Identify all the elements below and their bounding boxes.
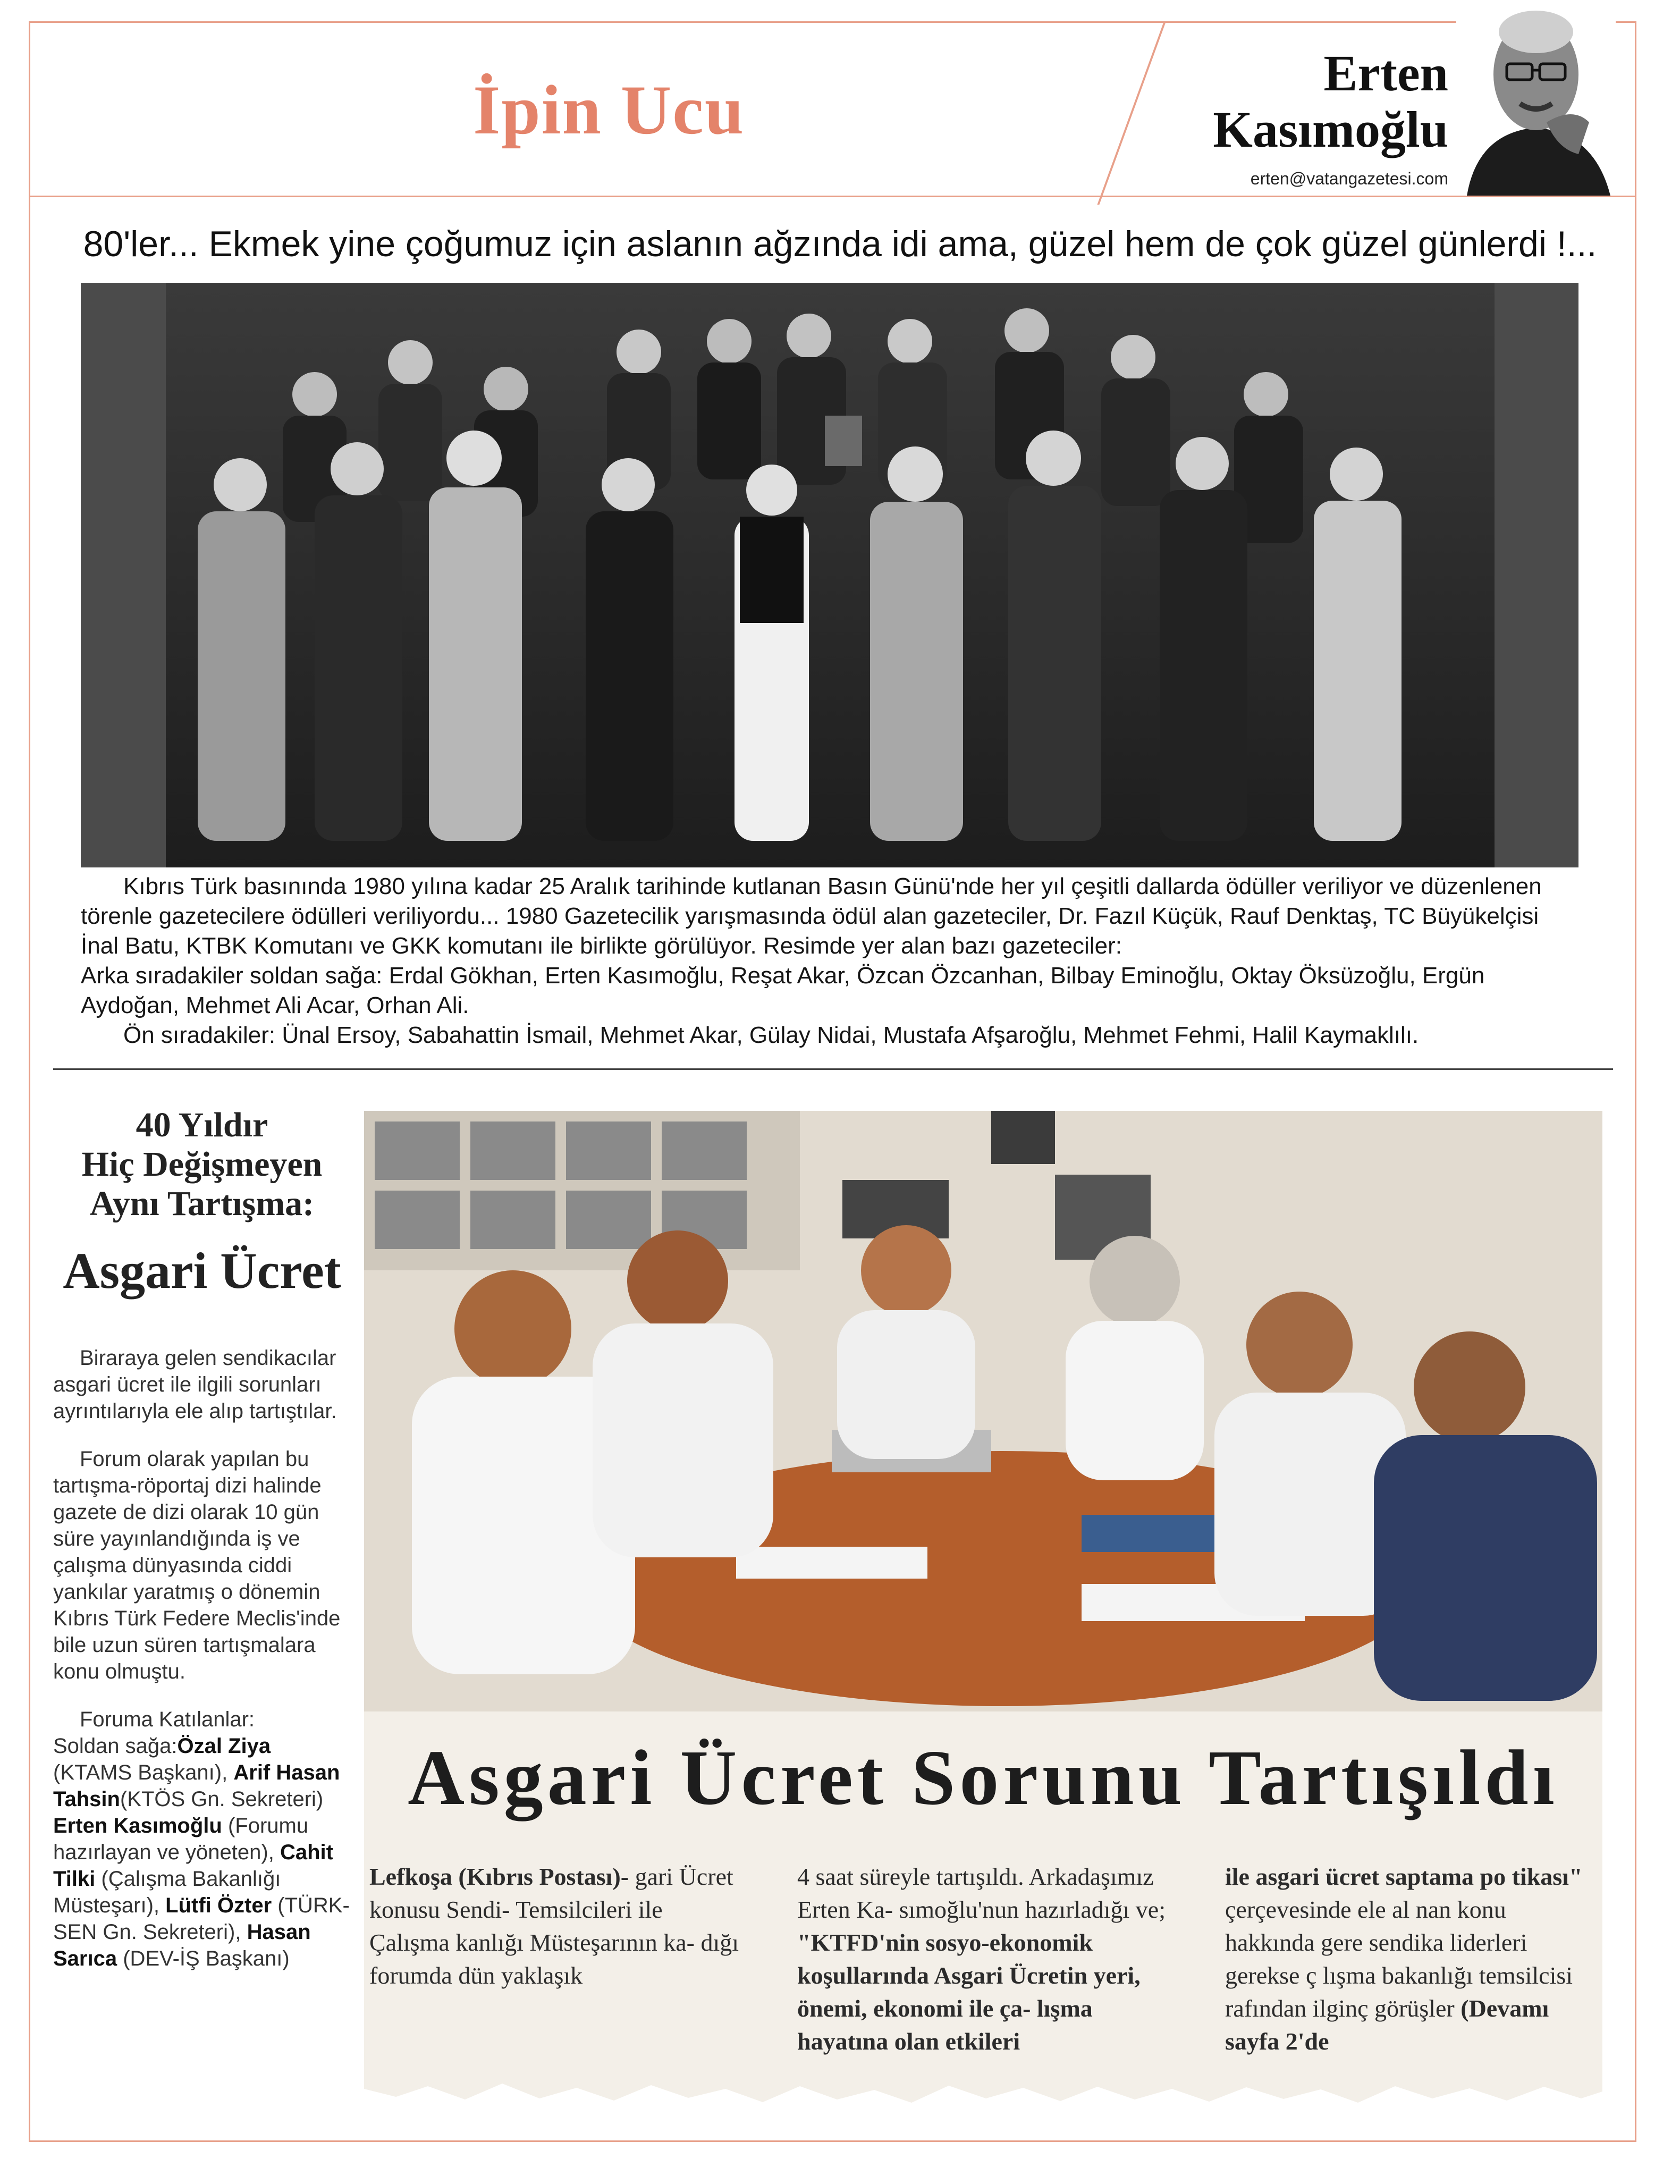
- participant-4-role: (Çalışma Bakanlığı Müsteşarı),: [53, 1867, 281, 1917]
- author-email: erten@vatangazetesi.com: [1250, 169, 1448, 188]
- sidebar-title-line-3: Aynı Tartışma:: [89, 1184, 315, 1223]
- clipping-col3-text: çerçevesinde ele al nan konu hakkında gere sendika liderleri gerekse ç lışma bakanlığı temsilcisi rafından ilginç görüşler: [1225, 1896, 1573, 2022]
- participant-4-name: Cahit Tilki: [53, 1841, 333, 1891]
- clipping-column-3: [1225, 1860, 1597, 2058]
- group-photo-image: [81, 283, 1578, 867]
- participant-6-name: Hasan Sarıca: [53, 1920, 311, 1970]
- caption-intro: Kıbrıs Türk basınında 1980 yılına kadar 25 Aralık tarihinde kutlanan Basın Günü'nde her yıl çeşitli dallarda ödüller veriliyor ve düzenlenen törenle gazetecilere ödülleri veriliyordu... 1980 Gazetecilik yarışmasında ödül alan gazeteciler, Dr. Fazıl Küçük, Rauf Denktaş, TC Büyükelçisi İnal Batu, KTBK Komutanı ve GKK komutanı ile birlikte görülüyor. Resimde yer alan bazı gazeteciler:: [81, 873, 1542, 959]
- clipping-headline: Asgari Ücret Sorunu Tartışıldı: [408, 1734, 1559, 1822]
- clipping-column-2: [797, 1860, 1169, 2058]
- forum-meeting-photo: [364, 1111, 1602, 1711]
- clipping-column-1: [369, 1860, 741, 1992]
- forum-photo-image: [364, 1111, 1602, 1711]
- clipping-col1-text: gari Ücret konusu Sendi- Temsilcileri ile Çalışma kanlığı Müsteşarının ka- dığı forumda dün yaklaşık: [369, 1863, 739, 1989]
- clipping-col3-bold: ile asgari ücret saptama po tikası": [1225, 1863, 1583, 1890]
- clipping-col2-bold: "KTFD'nin sosyo-ekonomik koşullarında Asgari Ücretin yeri, önemi, ekonomi ile ça- lışma hayatına olan etkileri: [797, 1929, 1141, 2055]
- awards-group-photo: [81, 283, 1578, 867]
- participant-1-role: (KTAMS Başkanı),: [53, 1761, 228, 1784]
- header-rule: [29, 196, 1636, 197]
- sidebar-title-line-1: 40 Yıldır: [136, 1106, 268, 1144]
- participants-list: [53, 1706, 351, 1972]
- sidebar-paragraph-1: Biraraya gelen sendikacılar asgari ücret ile ilgili sorunları ayrıntılarıyla ele alıp tartıştılar.: [53, 1346, 337, 1423]
- sidebar-body: [53, 1345, 351, 1972]
- author-portrait: [1456, 0, 1616, 196]
- author-portrait-image: [1456, 0, 1616, 196]
- participant-3-name: Erten Kasımoğlu: [53, 1814, 222, 1837]
- participant-3-role: (Forumu hazırlayan ve yöneten),: [53, 1814, 309, 1864]
- page-headline: 80'ler... Ekmek yine çoğumuz için aslanın ağzında idi ama, güzel hem de çok güzel günlerdi !...: [83, 224, 1597, 264]
- clipping-continued: (Devamı sayfa 2'de: [1225, 1995, 1549, 2055]
- participants-intro: Foruma Katılanlar:: [80, 1708, 255, 1731]
- participants-lead: Soldan sağa:: [53, 1734, 178, 1758]
- clipping-col2-text: 4 saat süreyle tartışıldı. Arkadaşımız Erten Ka- sımoğlu'nun hazırladığı ve;: [797, 1863, 1166, 1923]
- sidebar-big-title: Asgari Ücret: [63, 1242, 341, 1299]
- sidebar-title-line-2: Hiç Değişmeyen: [81, 1145, 323, 1184]
- caption-back-row: Arka sıradakiler soldan sağa: Erdal Gökhan, Erten Kasımoğlu, Reşat Akar, Özcan Özcanhan, Bilbay Eminoğlu, Oktay Öksüzoğlu, Ergün Aydoğan, Mehmet Ali Acar, Orhan Ali.: [81, 963, 1485, 1018]
- sidebar-paragraph-2: Forum olarak yapılan bu tartışma-röportaj dizi halinde gazete de dizi olarak 10 gün süre yayınlandığında iş ve çalışma dünyasında ciddi yankılar yaratmış o dönemin Kıbrıs Türk Federe Meclis'inde bile uzun süren tartışmalara konu olmuştu.: [53, 1447, 341, 1683]
- author-last-name: Kasımoğlu: [1213, 101, 1448, 158]
- top-photo-caption: [81, 872, 1578, 1050]
- participant-6-role: (DEV-İŞ Başkanı): [123, 1947, 290, 1970]
- participant-2-name: Arif Hasan Tahsin: [53, 1761, 340, 1811]
- participant-2-role: (KTÖS Gn. Sekreteri): [120, 1787, 324, 1811]
- newspaper-clipping: [364, 1711, 1602, 2115]
- section-divider: [53, 1068, 1613, 1070]
- participant-5-role: (TÜRK-SEN Gn. Sekreteri),: [53, 1894, 350, 1944]
- participant-1-name: Özal Ziya: [177, 1734, 271, 1758]
- participant-5-name: Lütfi Özter: [165, 1894, 272, 1917]
- author-first-name: Erten: [1323, 45, 1448, 102]
- clipping-dateline: Lefkoşa (Kıbrıs Postası)-: [369, 1863, 629, 1890]
- sidebar-title: [53, 1106, 351, 1224]
- caption-front-row: Ön sıradakiler: Ünal Ersoy, Sabahattin İsmail, Mehmet Akar, Gülay Nidai, Mustafa Afşaroğlu, Mehmet Fehmi, Halil Kaymaklılı.: [123, 1022, 1419, 1048]
- torn-edge: [364, 2068, 1602, 2115]
- column-title: İpin Ucu: [473, 71, 745, 149]
